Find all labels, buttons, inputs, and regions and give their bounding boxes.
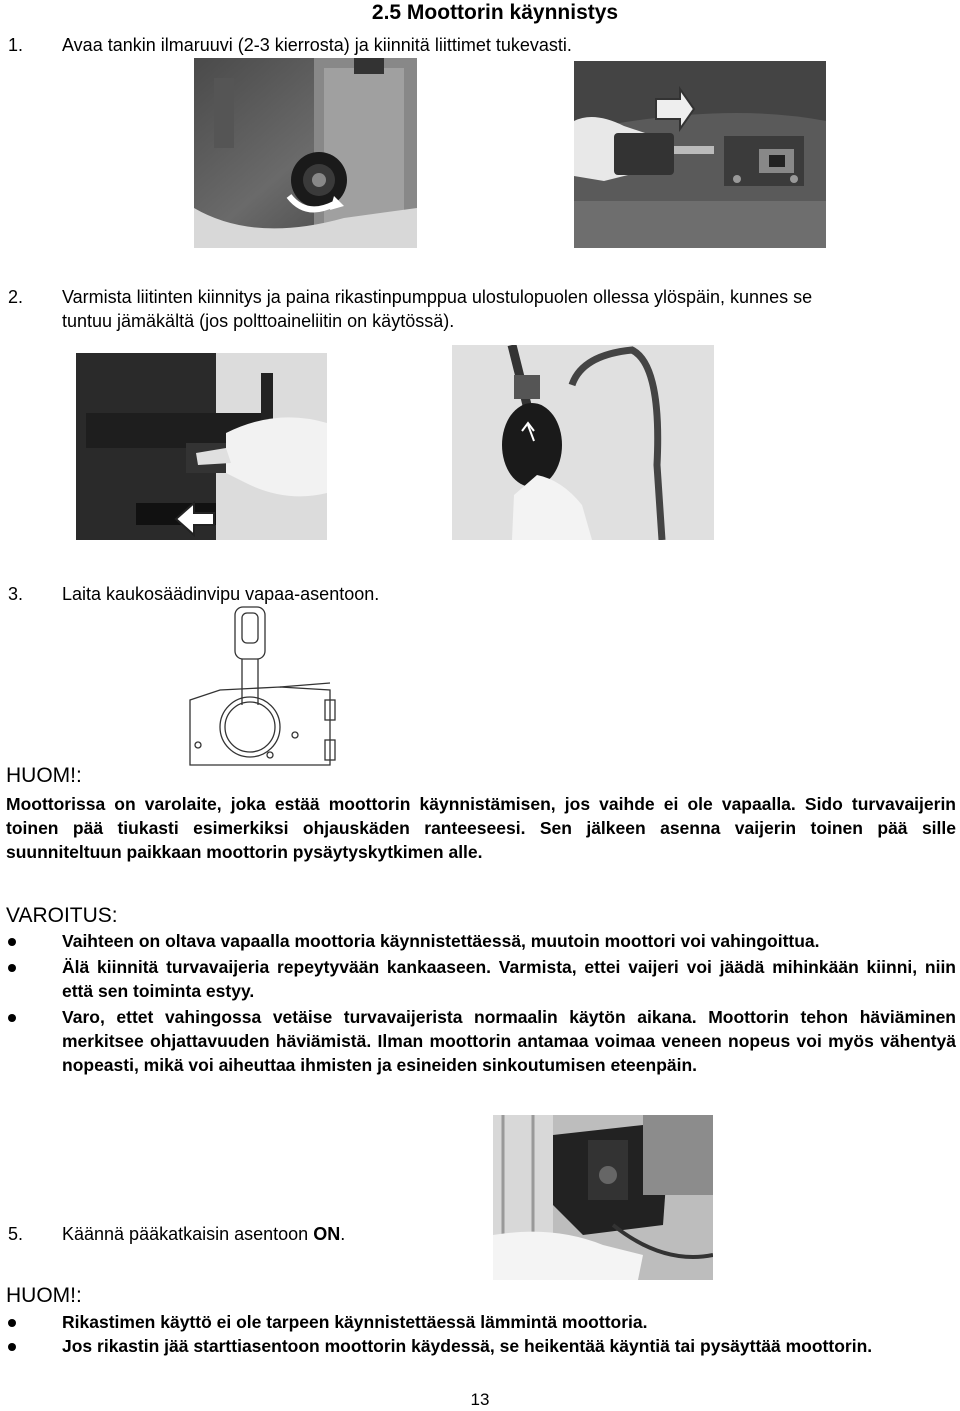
note-text: Moottorissa on varolaite, joka estää moottorin käynnistämisen, jos vaihde ei ole vapaalla. Sido turvavaijerin toinen pää tiukasti esimerkiksi ohjauskäden ranteeseesi. Sen jälkeen asenna vaijerin toinen pää sille suunniteltuun paikkaan moottorin pysäytyskytkimen alle. xyxy=(6,794,956,862)
illustration-remote-control xyxy=(180,605,340,770)
bullet-icon xyxy=(8,1343,16,1351)
step-number: 1. xyxy=(8,35,24,55)
list-item: Rikastimen käyttö ei ole tarpeen käynnistettäessä lämmintä moottoria. xyxy=(8,1310,956,1334)
note-list xyxy=(8,1310,956,1358)
list-item: Vaihteen on oltava vapaalla moottoria käynnistettäessä, muutoin moottori voi vahingoittua. xyxy=(8,929,956,953)
bullet-icon xyxy=(8,938,16,946)
note-heading: HUOM!: xyxy=(6,1284,82,1307)
photo-connector-tank xyxy=(574,61,826,248)
step-text: Avaa tankin ilmaruuvi (2-3 kierrosta) ja kiinnitä liittimet tukevasti. xyxy=(62,35,572,55)
page-number: 13 xyxy=(470,1390,490,1409)
section-title: 2.5 Moottorin käynnistys xyxy=(371,1,619,24)
step-1 xyxy=(8,33,948,57)
bullet-icon xyxy=(8,1014,16,1022)
step-text-line1: Varmista liitinten kiinnitys ja paina rikastinpumppua ulostulopuolen ollessa ylöspäin, kunnes se xyxy=(62,287,813,307)
warning-heading: VAROITUS: xyxy=(6,904,118,927)
photo-main-switch xyxy=(493,1115,713,1280)
step-text: Laita kaukosäädinvipu vapaa-asentoon. xyxy=(62,584,380,604)
note-heading: HUOM!: xyxy=(6,764,82,787)
list-item: Älä kiinnitä turvavaijeria repeytyvään kankaaseen. Varmista, ettei vaijeri voi jäädä mihinkään kiinni, niin että sen toiminta estyy. xyxy=(8,955,956,1003)
bullet-icon xyxy=(8,1319,16,1327)
step-number: 2. xyxy=(8,287,24,307)
step-text-bold: ON xyxy=(313,1224,341,1244)
step-5: 5. Käännä pääkatkaisin asentoon ON. xyxy=(8,1224,346,1244)
step-number: 3. xyxy=(8,584,24,604)
photo-connector-engine xyxy=(76,353,327,540)
step-text-line2: tuntuu jämäkältä (jos polttoaineliitin on käytössä). xyxy=(62,311,455,331)
list-item: Varo, ettet vahingossa vetäise turvavaijerista normaalin käytön aikana. Moottorin tehon häviäminen merkitsee ohjattavuuden häviämistä. Ilman moottorin antamaa voimaa veneen nopeus voi myös vähentyä nopeasti, mikä voi aiheuttaa ihmisten ja esineiden sinkoutumisen eteenpäin. xyxy=(8,1005,956,1077)
list-item: Jos rikastin jää starttiasentoon moottorin käydessä, se heikentää käyntiä tai pysäyttää moottorin. xyxy=(8,1334,956,1358)
warning-list xyxy=(8,929,956,1077)
step-text: Käännä pääkatkaisin asentoon xyxy=(62,1224,314,1244)
photo-tank-cap xyxy=(194,58,417,248)
step-2 xyxy=(8,285,958,333)
step-3 xyxy=(8,582,948,606)
bullet-icon xyxy=(8,964,16,972)
photo-primer-bulb xyxy=(452,345,714,540)
step-number: 5. xyxy=(8,1224,24,1244)
